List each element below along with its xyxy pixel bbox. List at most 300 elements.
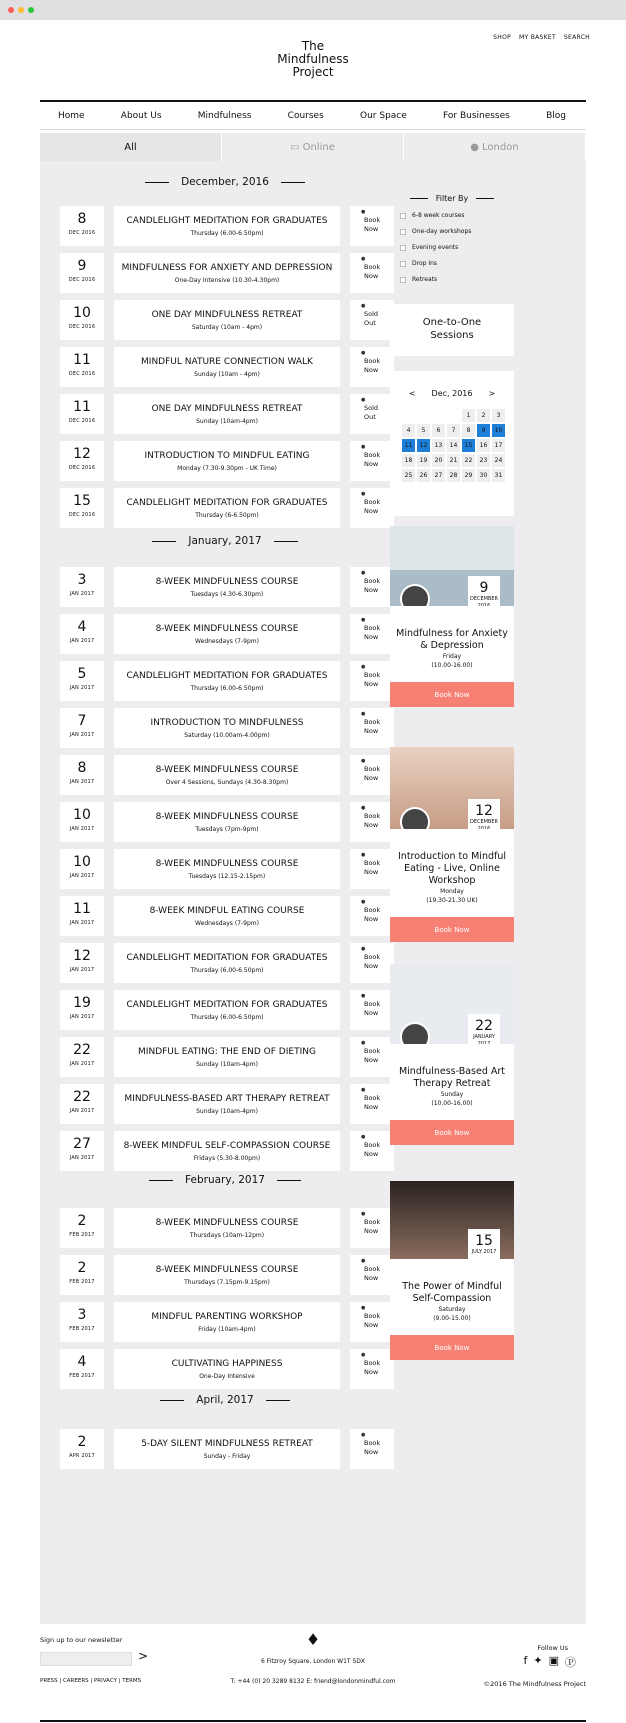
event-date — [60, 661, 104, 701]
calendar-day[interactable]: 24 — [492, 454, 505, 467]
card-day: 9 — [479, 580, 489, 596]
calendar-day[interactable]: 2 — [477, 409, 490, 422]
book-button[interactable] — [350, 849, 394, 889]
event-schedule: Saturday (10.00am-4.00pm) — [184, 732, 270, 739]
event-title: 8-WEEK MINDFULNESS COURSE — [155, 1265, 299, 1275]
book-label: Book Now — [364, 765, 381, 782]
event-month: JAN 2017 — [69, 779, 95, 785]
event-title: ONE DAY MINDFULNESS RETREAT — [151, 310, 303, 320]
event-title-box[interactable] — [114, 253, 340, 293]
filter-title: Filter By — [435, 194, 469, 203]
card-year: 2017 — [477, 1041, 491, 1044]
event-title-box[interactable] — [114, 1208, 340, 1248]
location-pin-icon: ● — [361, 209, 366, 215]
location-pin-icon: ● — [361, 1352, 366, 1358]
footer-logo-icon: ♦ — [305, 1630, 321, 1649]
instagram-icon[interactable]: ▣ — [548, 1654, 559, 1667]
event-day: 5 — [77, 666, 87, 682]
footer — [0, 1624, 626, 1723]
month-heading — [40, 176, 410, 188]
calendar-day — [417, 409, 430, 422]
book-button[interactable] — [350, 1084, 394, 1124]
calendar-day[interactable]: 5 — [417, 424, 430, 437]
next-month-button[interactable]: > — [488, 389, 496, 398]
facebook-icon[interactable]: f — [523, 1654, 528, 1667]
location-pin-icon: ● — [361, 946, 366, 952]
event-schedule: Sunday (10am-4pm) — [196, 1108, 258, 1115]
footer-links[interactable]: PRESS | CAREERS | PRIVACY | TERMS — [40, 1678, 142, 1684]
event-title-box[interactable] — [114, 1255, 340, 1295]
book-button[interactable] — [350, 488, 394, 528]
event-title: 8-WEEK MINDFULNESS COURSE — [155, 765, 299, 775]
calendar-day[interactable]: 7 — [447, 424, 460, 437]
event-month: JAN 2017 — [69, 1108, 95, 1114]
nav-about[interactable]: About Us — [120, 110, 162, 121]
book-now-button[interactable]: Book Now — [390, 917, 514, 942]
calendar-day[interactable]: 18 — [402, 454, 415, 467]
event-title-box[interactable] — [114, 896, 340, 936]
card-day-name: Monday — [440, 888, 464, 895]
nav-mindfulness[interactable]: Mindfulness — [197, 110, 252, 121]
event-schedule: Over 4 Sessions, Sundays (4.30-8.30pm) — [165, 779, 289, 786]
calendar-day[interactable]: 19 — [417, 454, 430, 467]
location-pin-icon: ● — [361, 444, 366, 450]
event-schedule: Sunday (10am-4pm) — [196, 418, 258, 425]
filter-tabs — [40, 133, 586, 161]
card-day-name: Sunday — [440, 1091, 464, 1098]
card-date — [468, 799, 500, 829]
shop-link[interactable]: SHOP — [493, 34, 512, 41]
calendar-day[interactable]: 21 — [447, 454, 460, 467]
event-date — [60, 394, 104, 434]
filter-option[interactable] — [400, 212, 514, 219]
calendar-day[interactable]: 28 — [447, 469, 460, 482]
filter-label: Evening events — [412, 244, 459, 251]
month-label: December, 2016 — [181, 176, 269, 188]
event-day: 10 — [73, 854, 91, 870]
event-schedule: One-Day Intensive — [199, 1373, 255, 1380]
tab-label: Online — [302, 141, 335, 153]
card-time: (19.30-21.30 UK) — [426, 897, 478, 904]
book-label: Book Now — [364, 1141, 381, 1158]
basket-link[interactable]: MY BASKET — [519, 34, 556, 41]
tab-london[interactable] — [404, 133, 586, 161]
event-date — [60, 347, 104, 387]
location-pin-icon: ● — [361, 1134, 366, 1140]
event-day: 3 — [77, 572, 87, 588]
event-month: JAN 2017 — [69, 826, 95, 832]
card-day: 15 — [475, 1233, 493, 1249]
event-title-box[interactable] — [114, 849, 340, 889]
event-day: 11 — [73, 901, 91, 917]
calendar-day[interactable]: 17 — [492, 439, 505, 452]
filter-option[interactable] — [400, 260, 514, 267]
filter-label: Retreats — [412, 276, 438, 283]
event-title: 8-WEEK MINDFULNESS COURSE — [155, 1218, 299, 1228]
prev-month-button[interactable]: < — [408, 389, 416, 398]
footer-address: 6 Fitzroy Square, London W1T 5DX — [260, 1658, 366, 1665]
card-date — [468, 1229, 500, 1259]
calendar-day[interactable]: 30 — [477, 469, 490, 482]
book-button[interactable] — [350, 896, 394, 936]
calendar-day[interactable]: 6 — [432, 424, 445, 437]
footer-divider — [40, 1720, 586, 1722]
event-title-box[interactable] — [114, 1429, 340, 1469]
book-label: Sold Out — [364, 404, 379, 421]
book-button[interactable] — [350, 394, 394, 434]
event-title: MINDFUL EATING: THE END OF DIETING — [138, 1047, 316, 1057]
event-date — [60, 943, 104, 983]
event-title-box[interactable] — [114, 943, 340, 983]
event-title: INTRODUCTION TO MINDFUL EATING — [144, 451, 310, 461]
event-month: JAN 2017 — [69, 685, 95, 691]
calendar-day[interactable]: 11 — [402, 439, 415, 452]
event-date — [60, 1429, 104, 1469]
card-date — [468, 576, 500, 606]
card-title: Mindfulness for Anxiety & Depression — [396, 628, 508, 651]
calendar-day[interactable]: 8 — [462, 424, 475, 437]
event-day: 3 — [77, 1307, 87, 1323]
book-label: Book Now — [364, 216, 381, 233]
event-date — [60, 708, 104, 748]
calendar-day[interactable]: 20 — [432, 454, 445, 467]
card-day-name: Saturday — [438, 1306, 466, 1313]
location-pin-icon: ● — [361, 617, 366, 623]
event-title-box[interactable] — [114, 1131, 340, 1171]
card-month: DECEMBER — [469, 819, 499, 825]
event-month: DEC 2016 — [68, 230, 96, 236]
location-pin-icon: ● — [361, 397, 366, 403]
location-pin-icon: ● — [361, 758, 366, 764]
filter-label: Drop Ins — [412, 260, 438, 267]
event-month: JAN 2017 — [69, 1061, 95, 1067]
checkbox[interactable] — [400, 229, 406, 235]
book-now-button[interactable]: Book Now — [390, 1335, 514, 1360]
book-button[interactable] — [350, 614, 394, 654]
card-year: 2016 — [477, 826, 491, 829]
month-label: February, 2017 — [185, 1174, 265, 1186]
event-title-box[interactable] — [114, 661, 340, 701]
calendar-day — [447, 409, 460, 422]
book-button[interactable] — [350, 1208, 394, 1248]
event-title-box[interactable] — [114, 990, 340, 1030]
calendar-day[interactable]: 4 — [402, 424, 415, 437]
event-title: MINDFULNESS FOR ANXIETY AND DEPRESSION — [121, 263, 333, 273]
calendar-day[interactable]: 1 — [462, 409, 475, 422]
events-area — [40, 161, 586, 1624]
search-link[interactable]: SEARCH — [563, 34, 590, 41]
event-title-box[interactable] — [114, 347, 340, 387]
event-day: 22 — [73, 1042, 91, 1058]
book-button[interactable] — [350, 1302, 394, 1342]
calendar-day[interactable]: 9 — [477, 424, 490, 437]
event-schedule: Fridays (5.30-8.00pm) — [193, 1155, 261, 1162]
one-to-one-sessions[interactable] — [390, 304, 514, 356]
follow-us-label: Follow Us — [537, 1644, 568, 1652]
calendar-day[interactable]: 3 — [492, 409, 505, 422]
event-title-box[interactable] — [114, 300, 340, 340]
filter-panel — [390, 161, 514, 283]
event-date — [60, 1037, 104, 1077]
book-button[interactable] — [350, 708, 394, 748]
book-label: Book Now — [364, 906, 381, 923]
event-date — [60, 1349, 104, 1389]
book-button[interactable] — [350, 755, 394, 795]
location-pin-icon: ● — [361, 256, 366, 262]
logo-line: Mindfulness — [277, 52, 349, 66]
location-pin-icon: ● — [361, 1305, 366, 1311]
calendar-widget — [390, 371, 514, 516]
book-label: Book Now — [364, 451, 381, 468]
event-day: 9 — [77, 258, 87, 274]
twitter-icon[interactable]: ✦ — [533, 1654, 543, 1667]
event-schedule: Sunday - Friday — [203, 1453, 251, 1460]
event-date — [60, 441, 104, 481]
event-month: JAN 2017 — [69, 638, 95, 644]
featured-event-card[interactable] — [390, 747, 514, 942]
card-time: (10.00-16.00) — [431, 1100, 473, 1107]
event-date — [60, 1208, 104, 1248]
event-month: FEB 2017 — [69, 1373, 95, 1379]
book-button[interactable] — [350, 1131, 394, 1171]
nav-courses[interactable]: Courses — [287, 110, 324, 121]
card-year: 2016 — [477, 603, 491, 606]
event-month: JAN 2017 — [69, 732, 95, 738]
card-image — [390, 526, 514, 606]
book-label: Book Now — [364, 1000, 381, 1017]
event-day: 8 — [77, 211, 87, 227]
book-button[interactable] — [350, 253, 394, 293]
event-title: 8-WEEK MINDFULNESS COURSE — [155, 812, 299, 822]
event-month: APR 2017 — [69, 1453, 95, 1459]
tab-label: All — [124, 141, 137, 153]
book-button[interactable] — [350, 1429, 394, 1469]
event-day: 11 — [73, 399, 91, 415]
tab-label: London — [482, 141, 519, 153]
event-day: 10 — [73, 807, 91, 823]
event-title: CANDLELIGHT MEDITATION FOR GRADUATES — [126, 1000, 328, 1010]
event-date — [60, 802, 104, 842]
book-label: Book Now — [364, 1047, 381, 1064]
nav-space[interactable]: Our Space — [360, 110, 407, 121]
location-pin-icon: ● — [361, 993, 366, 999]
event-month: DEC 2016 — [68, 324, 96, 330]
card-time: (9.00-15.00) — [433, 1315, 471, 1322]
event-day: 7 — [77, 713, 87, 729]
submit-arrow-icon[interactable]: > — [138, 1649, 149, 1663]
event-date — [60, 253, 104, 293]
book-label: Book Now — [364, 577, 381, 594]
checkbox[interactable] — [400, 277, 406, 283]
book-now-button[interactable]: Book Now — [390, 1120, 514, 1145]
book-now-button[interactable]: Book Now — [390, 682, 514, 707]
calendar-day[interactable]: 31 — [492, 469, 505, 482]
featured-event-card[interactable] — [390, 964, 514, 1145]
card-title: Mindfulness-Based Art Therapy Retreat — [398, 1066, 506, 1089]
calendar-day[interactable]: 16 — [477, 439, 490, 452]
event-day: 2 — [77, 1213, 87, 1229]
location-pin-icon: ● — [361, 350, 366, 356]
event-month: FEB 2017 — [69, 1232, 95, 1238]
event-schedule: Thursdays (10am-12pm) — [189, 1232, 265, 1239]
maximize-dot[interactable] — [28, 7, 34, 13]
event-title-box[interactable] — [114, 567, 340, 607]
minimize-dot[interactable] — [18, 7, 24, 13]
tab-online[interactable] — [222, 133, 404, 161]
event-schedule: Saturday (10am - 4pm) — [191, 324, 263, 331]
calendar-day[interactable]: 10 — [492, 424, 505, 437]
location-pin-icon: ● — [361, 570, 366, 576]
event-month: JAN 2017 — [69, 1155, 95, 1161]
calendar-day[interactable]: 27 — [432, 469, 445, 482]
event-title: 8-WEEK MINDFULNESS COURSE — [155, 624, 299, 634]
book-label: Book Now — [364, 859, 381, 876]
book-button[interactable] — [350, 347, 394, 387]
book-button[interactable] — [350, 300, 394, 340]
book-button[interactable] — [350, 1255, 394, 1295]
calendar-day[interactable]: 25 — [402, 469, 415, 482]
filter-label: 6-8 week courses — [412, 212, 465, 219]
card-time: (10.00-16.00) — [431, 662, 473, 669]
location-pin-icon: ● — [361, 852, 366, 858]
event-day: 12 — [73, 948, 91, 964]
calendar-day[interactable]: 26 — [417, 469, 430, 482]
location-pin-icon: ● — [361, 491, 366, 497]
book-label: Book Now — [364, 718, 381, 735]
event-date — [60, 755, 104, 795]
event-title-box[interactable] — [114, 708, 340, 748]
location-pin-icon: ● — [361, 1258, 366, 1264]
event-title-box[interactable] — [114, 441, 340, 481]
book-label: Book Now — [364, 624, 381, 641]
event-title-box[interactable] — [114, 1302, 340, 1342]
event-month: JAN 2017 — [69, 967, 95, 973]
calendar-day[interactable]: 12 — [417, 439, 430, 452]
event-month: JAN 2017 — [69, 1014, 95, 1020]
event-title-box[interactable] — [114, 1349, 340, 1389]
logo-line: Project — [292, 65, 334, 79]
book-button[interactable] — [350, 1037, 394, 1077]
calendar-day[interactable]: 29 — [462, 469, 475, 482]
book-button[interactable] — [350, 567, 394, 607]
checkbox[interactable] — [400, 261, 406, 267]
event-schedule: Thursday (6.00-6.50pm) — [190, 230, 264, 237]
book-button[interactable] — [350, 990, 394, 1030]
location-pin-icon: ● — [361, 664, 366, 670]
site-logo[interactable] — [0, 40, 626, 79]
event-title: MINDFUL PARENTING WORKSHOP — [151, 1312, 303, 1322]
nav-business[interactable]: For Businesses — [443, 110, 510, 121]
host-avatar — [400, 1022, 430, 1044]
one-to-one-line: One-to-One — [422, 317, 482, 328]
event-day: 11 — [73, 352, 91, 368]
month-label: April, 2017 — [196, 1394, 254, 1406]
event-title-box[interactable] — [114, 755, 340, 795]
event-date — [60, 614, 104, 654]
checkbox[interactable] — [400, 213, 406, 219]
book-label: Book Now — [364, 1265, 381, 1282]
event-schedule: Sunday (10am - 4pm) — [194, 371, 260, 378]
close-dot[interactable] — [8, 7, 14, 13]
event-title-box[interactable] — [114, 1037, 340, 1077]
pinterest-icon[interactable]: Ⓟ — [565, 1656, 576, 1669]
book-button[interactable] — [350, 206, 394, 246]
event-date — [60, 300, 104, 340]
event-title-box[interactable] — [114, 394, 340, 434]
main-nav — [40, 100, 586, 130]
filter-option[interactable] — [400, 228, 514, 235]
logo-line: The — [301, 39, 325, 53]
card-date — [468, 1014, 500, 1044]
month-heading — [40, 1174, 410, 1186]
event-title-box[interactable] — [114, 1084, 340, 1124]
event-title: INTRODUCTION TO MINDFULNESS — [150, 718, 304, 728]
calendar-day[interactable]: 15 — [462, 439, 475, 452]
card-month: JANUARY — [473, 1034, 495, 1040]
event-title-box[interactable] — [114, 206, 340, 246]
location-pin-icon: ● — [361, 1432, 366, 1438]
event-title-box[interactable] — [114, 488, 340, 528]
calendar-month: Dec, 2016 — [431, 389, 473, 398]
event-title: 8-WEEK MINDFUL EATING COURSE — [149, 906, 305, 916]
event-title: ONE DAY MINDFULNESS RETREAT — [151, 404, 303, 414]
featured-event-card[interactable] — [390, 526, 514, 707]
nav-home[interactable]: Home — [58, 110, 85, 121]
event-month: FEB 2017 — [69, 1279, 95, 1285]
book-button[interactable] — [350, 802, 394, 842]
location-pin-icon: ● — [361, 805, 366, 811]
event-schedule: Tuesdays (7pm-9pm) — [195, 826, 259, 833]
event-date — [60, 849, 104, 889]
one-to-one-line: Sessions — [430, 330, 474, 341]
book-button[interactable] — [350, 661, 394, 701]
checkbox[interactable] — [400, 245, 406, 251]
featured-event-card[interactable] — [390, 1181, 514, 1360]
event-date — [60, 896, 104, 936]
event-schedule: Thursday (6.00-6.50pm) — [190, 685, 264, 692]
nav-blog[interactable]: Blog — [546, 110, 566, 121]
calendar-day[interactable]: 23 — [477, 454, 490, 467]
card-day-name: Friday — [442, 653, 462, 660]
event-title: CANDLELIGHT MEDITATION FOR GRADUATES — [126, 216, 328, 226]
card-month: JULY 2017 — [471, 1249, 497, 1255]
event-title-box[interactable] — [114, 614, 340, 654]
event-day: 2 — [77, 1260, 87, 1276]
card-image — [390, 747, 514, 829]
tab-all[interactable] — [40, 133, 222, 161]
event-title-box[interactable] — [114, 802, 340, 842]
event-title: MINDFULNESS-BASED ART THERAPY RETREAT — [124, 1094, 330, 1104]
event-day: 8 — [77, 760, 87, 776]
event-date — [60, 206, 104, 246]
event-date — [60, 567, 104, 607]
event-schedule: Tuesdays (12.15-2.15pm) — [188, 873, 266, 880]
event-month: DEC 2016 — [68, 418, 96, 424]
calendar-day[interactable]: 13 — [432, 439, 445, 452]
event-title: MINDFUL NATURE CONNECTION WALK — [141, 357, 313, 367]
book-button[interactable] — [350, 441, 394, 481]
calendar-day[interactable]: 22 — [462, 454, 475, 467]
calendar-day[interactable]: 14 — [447, 439, 460, 452]
filter-option[interactable] — [400, 276, 514, 283]
filter-option[interactable] — [400, 244, 514, 251]
month-label: January, 2017 — [188, 535, 262, 547]
book-button[interactable] — [350, 943, 394, 983]
event-day: 27 — [73, 1136, 91, 1152]
book-button[interactable] — [350, 1349, 394, 1389]
event-day: 4 — [77, 619, 87, 635]
event-title: 5-DAY SILENT MINDFULNESS RETREAT — [141, 1439, 313, 1449]
